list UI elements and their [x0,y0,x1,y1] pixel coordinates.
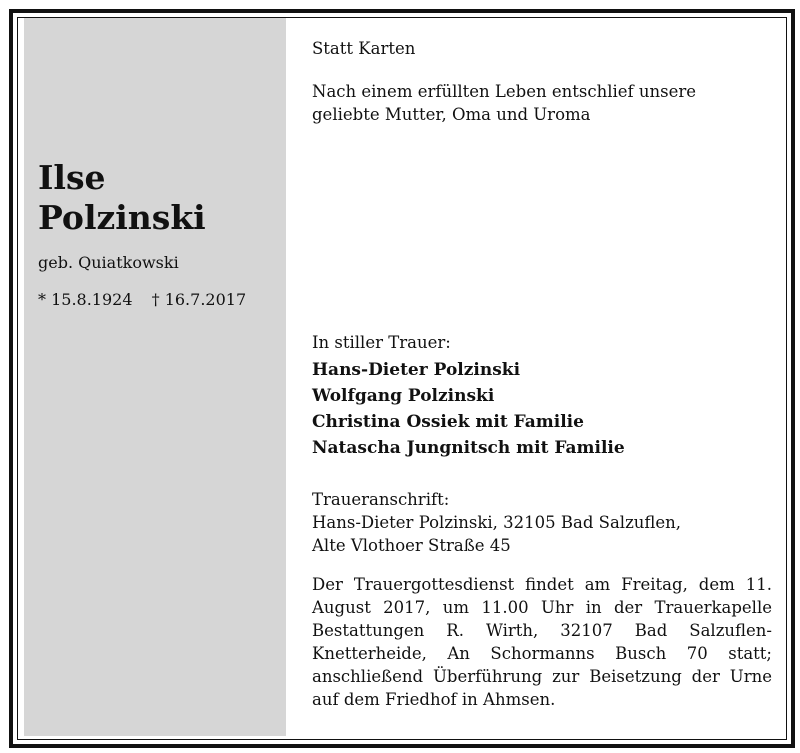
mourner-item: Christina Ossiek mit Familie [312,412,584,432]
mourners-list [312,357,625,461]
address-label: Traueranschrift: [312,490,450,509]
birth-date: * 15.8.1924 [38,290,133,309]
service-info: Der Trauergottesdienst findet am Freitag, dem 11. August 2017, um 11.00 Uhr in der Trauerkapelle Bestattungen R. Wirth, 32107 Bad Salzuflen-Knetterheide, An Schormanns Busch 70 statt; anschließend Überführung zur Beisetzung der Urne auf dem Friedhof in Ahmsen. [312,575,772,709]
intro-line: geliebte Mutter, Oma und Uroma [312,105,591,124]
deceased-name [38,158,206,238]
left-panel [24,18,286,736]
intro-text [312,80,696,126]
in-stiller-trauer: In stiller Trauer: [312,333,451,352]
mourner-item: Hans-Dieter Polzinski [312,360,521,380]
address-line: Hans-Dieter Polzinski, 32105 Bad Salzuflen, [312,513,682,532]
maiden-name: geb. Quiatkowski [38,253,179,272]
intro-line: Nach einem erfüllten Leben entschlief unsere [312,82,697,101]
statt-karten: Statt Karten [312,39,416,58]
last-name: Polzinski [38,198,206,237]
address-block [312,488,681,557]
life-dates [38,290,246,309]
mourner-item: Natascha Jungnitsch mit Familie [312,438,625,458]
mourner-item: Wolfgang Polzinski [312,386,495,406]
address-line: Alte Vlothoer Straße 45 [312,536,511,555]
death-date: † 16.7.2017 [151,290,247,309]
first-name: Ilse [38,158,106,197]
